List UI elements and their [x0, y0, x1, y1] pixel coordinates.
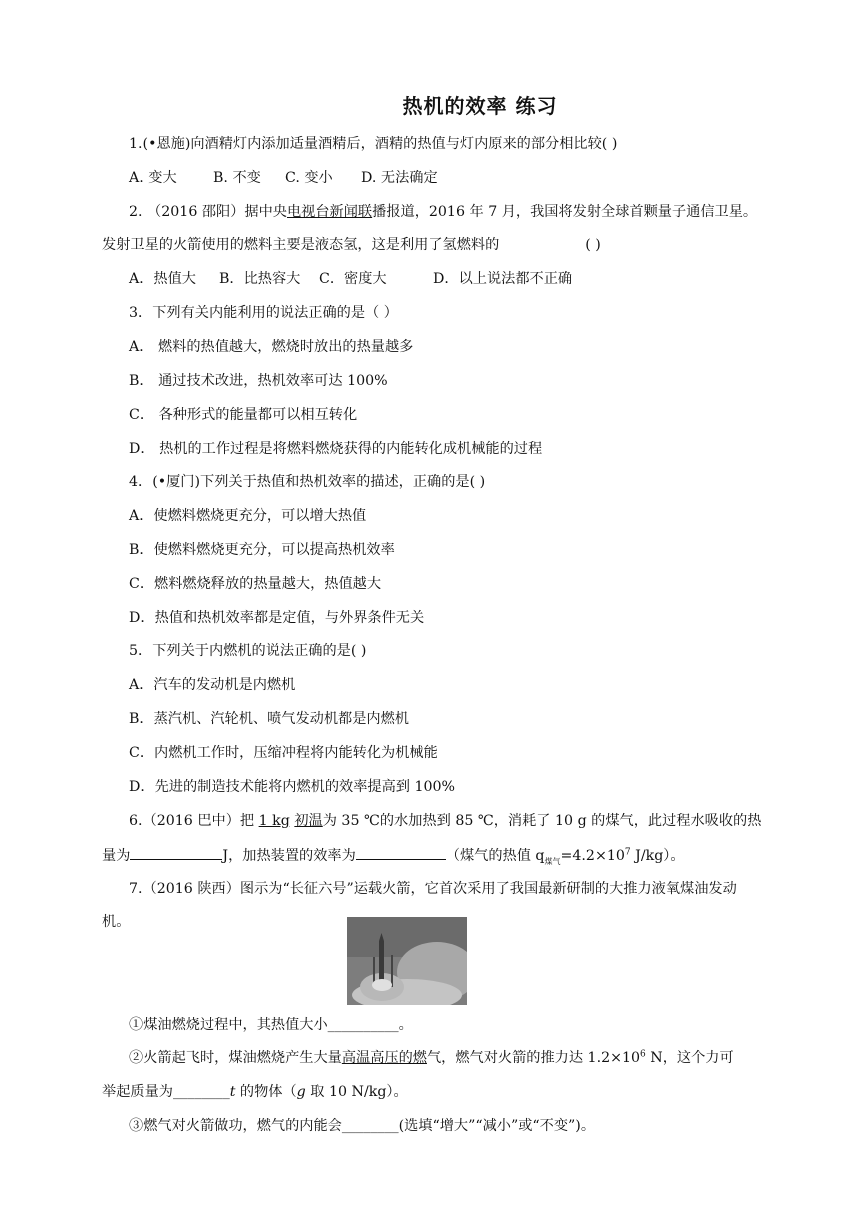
q6-underlined-initial-temp: 初温	[294, 813, 323, 829]
question-7-stem: 7.（2016 陕西）图示为“长征六号”运载火箭，它首次采用了我国最新研制的大推力液氧煤油发动	[129, 881, 737, 897]
question-2-stem	[129, 202, 757, 222]
q3-option-a: A． 燃料的热值越大，燃烧时放出的热量越多	[129, 339, 414, 355]
q7-text: N，这个力可	[645, 1050, 734, 1066]
q2-option-c: C．密度大	[319, 271, 387, 287]
rocket-image	[347, 917, 467, 1005]
question-6-line2	[102, 845, 685, 866]
q2-option-a: A．热值大	[129, 271, 196, 287]
q2-option-d: D．以上说法都不正确	[433, 271, 573, 287]
question-2-options	[129, 269, 572, 289]
q4-option-d: D．热值和热机效率都是定值，与外界条件无关	[129, 610, 425, 626]
q7-part-3: ③燃气对火箭做功，燃气的内能会________(选填“增大”“减小”或“不变”)。	[129, 1118, 596, 1134]
question-2-stem-line2	[102, 235, 601, 255]
q2-stem-part: 播报道，2016 年 7 月，我国将发射全球首颗量子通信卫星。	[372, 204, 758, 220]
question-4-stem: 4．(•厦门)下列关于热值和热机效率的描述，正确的是( )	[129, 474, 486, 490]
q6-text: 量为	[102, 848, 131, 864]
q7-text: 气，燃气对火箭的推力达 1.2×10	[426, 1050, 641, 1066]
question-6-stem	[129, 811, 761, 831]
q7-part-1: ①煤油燃烧过程中，其热值大小__________。	[129, 1017, 413, 1033]
q7-part-2-line2	[102, 1082, 408, 1102]
q3-option-d: D． 热机的工作过程是将燃料燃烧获得的内能转化成机械能的过程	[129, 441, 543, 457]
q7-symbol-g: g	[296, 1084, 306, 1100]
question-1-stem: 1.(•恩施)向酒精灯内添加适量酒精后，酒精的热值与灯内原来的部分相比较( )	[129, 136, 618, 152]
q1-option-b: B. 不变	[213, 170, 261, 186]
page-title: 热机的效率 练习	[402, 94, 558, 118]
q2-stem-line2-text: 发射卫星的火箭使用的燃料主要是液态氢，这是利用了氢燃料的	[102, 237, 500, 253]
q5-option-d: D．先进的制造技术能将内燃机的效率提高到 100%	[129, 779, 456, 795]
q2-stem-underlined: 电视台新闻联	[286, 204, 373, 220]
q6-efficiency-blank	[356, 845, 446, 860]
q6-text: （煤气的热值 q	[445, 848, 545, 864]
q3-option-b: B． 通过技术改进，热机效率可达 100%	[129, 373, 388, 389]
q4-option-b: B．使燃料燃烧更充分，可以提高热机效率	[129, 542, 395, 558]
q6-heat-blank	[130, 845, 222, 860]
q7-text: 的物体（	[235, 1084, 297, 1100]
q7-part-2	[129, 1048, 734, 1068]
q4-option-a: A．使燃料燃烧更充分，可以增大热值	[129, 508, 367, 524]
q5-option-c: C．内燃机工作时，压缩冲程将内能转化为机械能	[129, 745, 438, 761]
q7-unit-t: t	[229, 1084, 236, 1100]
q3-option-c: C． 各种形式的能量都可以相互转化	[129, 407, 358, 423]
q7-text: ②火箭起飞时，煤油燃烧产生大量	[129, 1050, 342, 1066]
q4-option-c: C．燃料燃烧释放的热量越大，热值越大	[129, 576, 382, 592]
q6-text: =4.2×10	[560, 848, 625, 864]
q5-option-b: B．蒸汽机、汽轮机、喷气发动机都是内燃机	[129, 711, 409, 727]
q2-option-b: B．比热容大	[219, 271, 301, 287]
q6-underlined-mass: 1 kg	[258, 813, 290, 829]
rocket-launch-photo	[347, 917, 467, 1005]
question-1-options	[129, 168, 438, 188]
question-5-stem: 5．下列关于内燃机的说法正确的是( )	[129, 643, 367, 659]
q6-text: 为 35 ℃的水加热到 85 ℃，消耗了 10 g 的煤气，此过程水吸收的热	[322, 813, 762, 829]
q1-option-a: A. 变大	[129, 170, 177, 186]
q6-text: J/kg）。	[630, 848, 685, 864]
q1-option-d: D. 无法确定	[361, 170, 438, 186]
question-7-stem-line2: 机。	[102, 914, 131, 930]
q6-subscript: 煤气	[544, 856, 561, 866]
q7-text: 取 10 N/kg）。	[305, 1084, 408, 1100]
question-3-stem: 3．下列有关内能利用的说法正确的是（ ）	[129, 305, 398, 321]
q6-superscript: 7	[624, 847, 631, 858]
q2-answer-paren: ( )	[585, 237, 601, 253]
q1-option-c: C. 变小	[285, 170, 333, 186]
q5-option-a: A．汽车的发动机是内燃机	[129, 677, 296, 693]
q6-text: 6.（2016 巴中）把	[129, 813, 259, 829]
q6-text: J，加热装置的效率为	[222, 848, 356, 864]
q2-stem-part: 2. （2016 邵阳）据中央	[129, 204, 287, 220]
q7-underlined: 高温高压的燃	[341, 1050, 427, 1066]
q7-superscript: 6	[640, 1049, 646, 1060]
q7-text: 举起质量为________	[102, 1084, 230, 1100]
